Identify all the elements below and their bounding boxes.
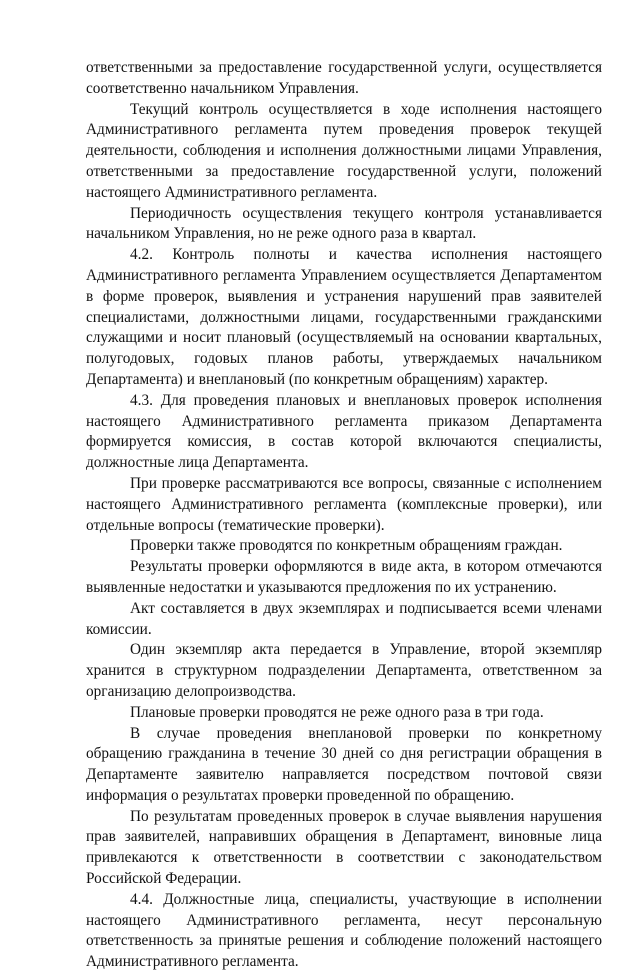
paragraph-periodicity: Периодичность осуществления текущего контроля устанавливается начальником Управления, но не реже одного раза в квартал.	[86, 204, 602, 243]
paragraph-4-4: 4.4. Должностные лица, специалисты, участвующие в исполнении настоящего Административного регламента, несут персональную ответственность за принятые решения и соблюдение положений настоящего Административного регламента.	[86, 890, 602, 971]
paragraph-continuation: ответственными за предоставление государственной услуги, осуществляется соответственно начальником Управления.	[86, 59, 602, 97]
paragraph-current-control: Текущий контроль осуществляется в ходе исполнения настоящего Административного регламента путем проведения проверок текущей деятельности, соблюдения и исполнения должностными лицами Управления, ответственными за предоставление государственной услуги, положений настоящего Административного регламента.	[86, 100, 602, 201]
paragraph-4-2: 4.2. Контроль полноты и качества исполнения настоящего Административного регламента Управлением осуществляется Департаментом в форме проверок, выявления и устранения нарушений прав заявителей специалистами, должностными лицами, государственными гражданскими служащими и носит плановый (осуществляемый на основании квартальных, полугодовых, годовых планов работы, утверждаемых начальником Департамента) и внеплановый (по конкретным обращениям) характер.	[86, 246, 602, 388]
paragraph-inspection-results: Результаты проверки оформляются в виде акта, в котором отмечаются выявленные недостатки и указываются предложения по их устранению.	[86, 558, 602, 596]
document-page	[86, 58, 602, 973]
paragraph-unscheduled-inspection: В случае проведения внеплановой проверки по конкретному обращению гражданина в течение 30 дней со дня регистрации обращения в Департаменте заявителю направляется посредством почтовой связи информация о результатах проверки проведенной по обращению.	[86, 724, 602, 804]
paragraph-citizen-appeals: Проверки также проводятся по конкретным обращениям граждан.	[130, 537, 563, 555]
paragraph-liability: По результатам проведенных проверок в случае выявления нарушения прав заявителей, направивших обращения в Департамент, виновные лица привлекаются к ответственности в соответствии с законодательством Российской Федерации.	[86, 807, 602, 888]
paragraph-act-storage: Один экземпляр акта передается в Управление, второй экземпляр хранится в структурном подразделении Департамента, ответственном за организацию делопроизводства.	[86, 641, 602, 700]
paragraph-planned-frequency: Плановые проверки проводятся не реже одного раза в три года.	[130, 703, 544, 721]
paragraph-act-copies: Акт составляется в двух экземплярах и подписывается всеми членами комиссии.	[86, 599, 602, 638]
paragraph-4-3: 4.3. Для проведения плановых и внеплановых проверок исполнения настоящего Административного регламента приказом Департамента формируется комиссия, в состав которой включаются специалисты, должностные лица Департамента.	[86, 391, 602, 472]
paragraph-inspection-scope: При проверке рассматриваются все вопросы, связанные с исполнением настоящего Административного регламента (комплексные проверки), или отдельные вопросы (тематические проверки).	[86, 474, 602, 534]
